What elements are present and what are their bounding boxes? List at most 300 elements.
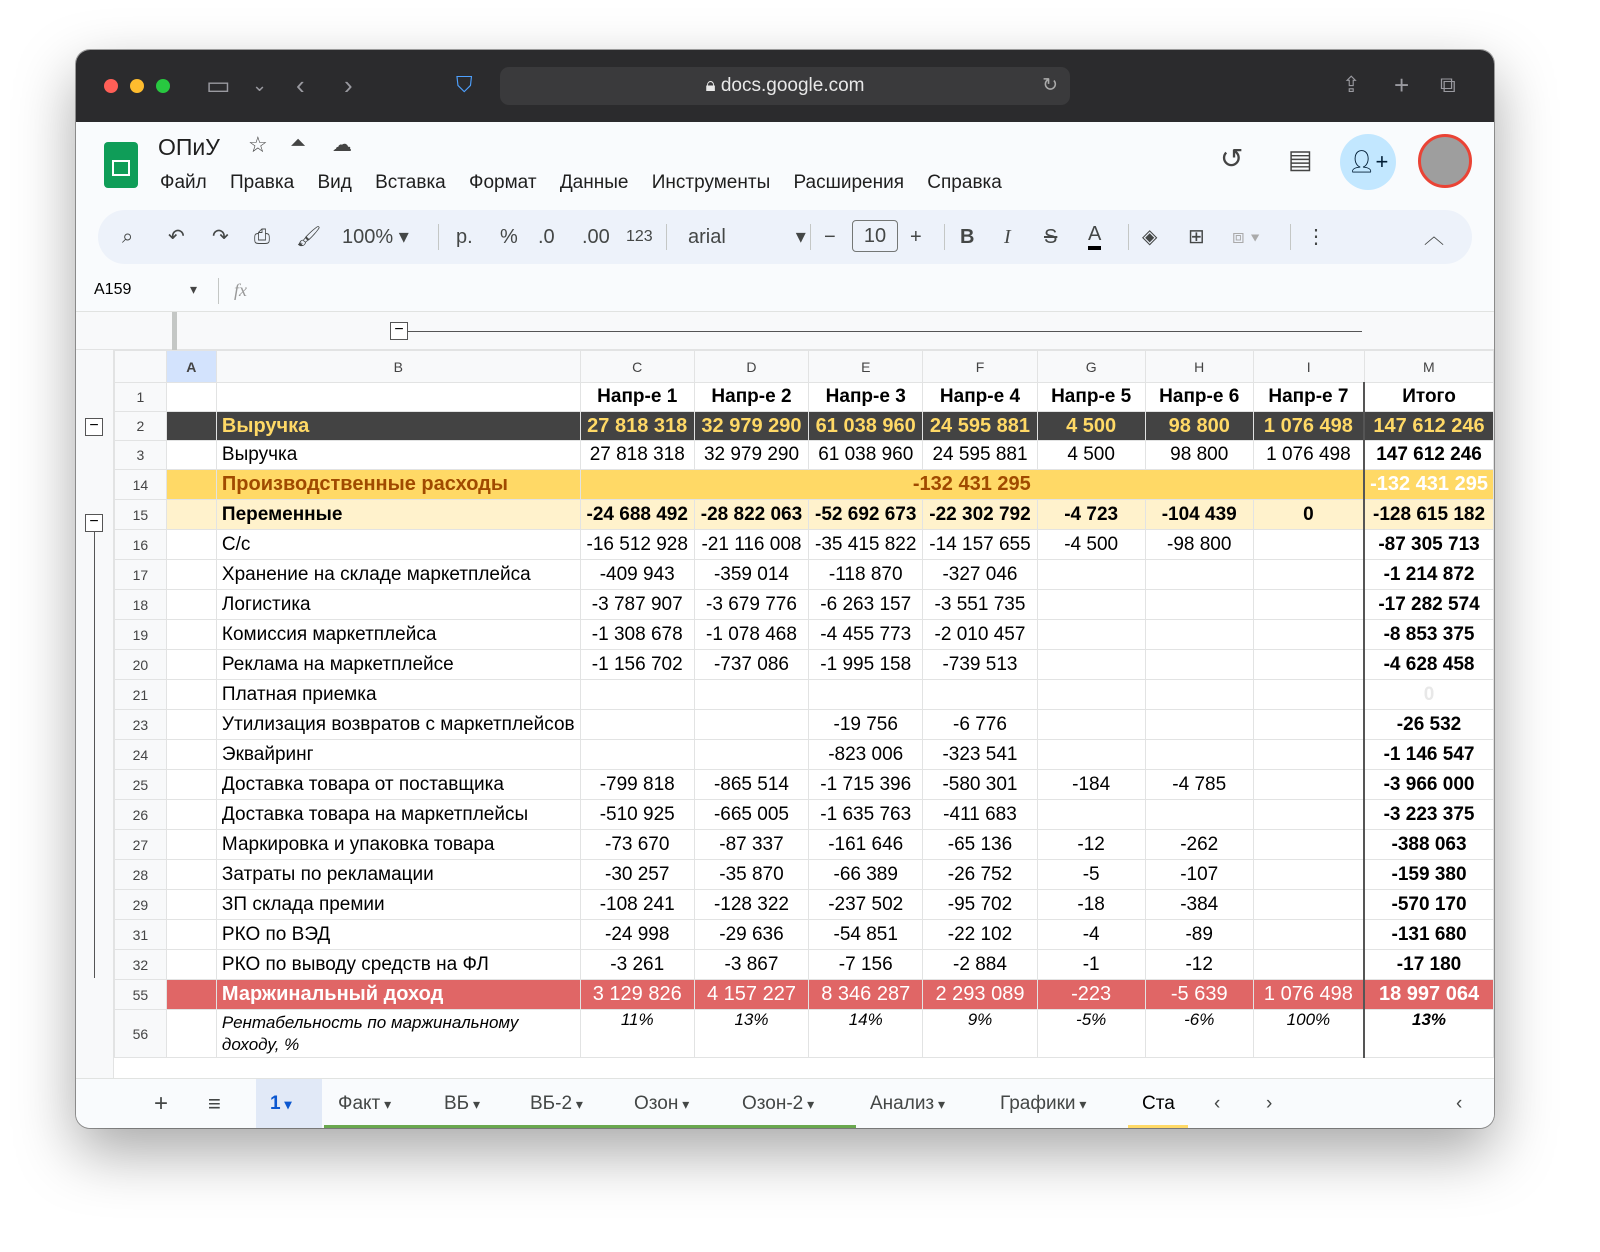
value-cell[interactable] [1145, 680, 1253, 710]
value-cell[interactable]: 4 500 [1037, 441, 1145, 470]
row-label-cell[interactable]: РКО по выводу средств на ФЛ [216, 950, 580, 980]
grid-cell[interactable] [166, 470, 216, 500]
value-cell[interactable]: -1 635 763 [809, 800, 923, 830]
value-cell[interactable]: 32 979 290 [694, 441, 808, 470]
percent-format-button[interactable]: % [500, 226, 518, 248]
value-cell[interactable]: -87 337 [694, 830, 808, 860]
value-cell[interactable] [1253, 770, 1364, 800]
value-cell[interactable]: -737 086 [694, 650, 808, 680]
column-header[interactable]: F [923, 351, 1037, 383]
value-cell[interactable]: -12 [1037, 830, 1145, 860]
avatar[interactable] [1418, 134, 1472, 188]
menu-edit[interactable]: Правка [230, 172, 295, 193]
row-header[interactable]: 55 [115, 980, 167, 1010]
row-label-cell[interactable]: Доставка товара на маркетплейсы [216, 800, 580, 830]
value-cell[interactable]: -18 [1037, 890, 1145, 920]
total-cell[interactable]: 147 612 246 [1364, 441, 1493, 470]
value-cell[interactable]: -107 [1145, 860, 1253, 890]
row-header[interactable]: 23 [115, 710, 167, 740]
grid-cell[interactable] [166, 770, 216, 800]
value-cell[interactable]: 4 500 [1037, 412, 1145, 441]
value-cell[interactable]: 24 595 881 [923, 441, 1037, 470]
row-label-cell[interactable]: Выручка [216, 441, 580, 470]
row-header[interactable]: 1 [115, 383, 167, 412]
sheet-tab[interactable] [620, 1079, 728, 1128]
increase-decimal-button[interactable]: .00 [582, 226, 610, 248]
zoom-select[interactable]: 100% ▾ [342, 226, 409, 248]
value-cell[interactable]: -98 800 [1145, 530, 1253, 560]
value-cell[interactable]: Напр-е 6 [1145, 383, 1253, 412]
row-label-cell[interactable] [216, 383, 580, 412]
corner-cell[interactable] [115, 351, 167, 383]
value-cell[interactable]: Напр-е 4 [923, 383, 1037, 412]
row-label-cell[interactable]: Производственные расходы [216, 470, 580, 500]
value-cell[interactable]: -865 514 [694, 770, 808, 800]
row-header[interactable]: 32 [115, 950, 167, 980]
grid-cell[interactable] [166, 530, 216, 560]
value-cell[interactable]: -19 756 [809, 710, 923, 740]
value-cell[interactable]: -3 261 [580, 950, 694, 980]
value-cell[interactable]: -4 723 [1037, 500, 1145, 530]
value-cell[interactable]: -1 [1037, 950, 1145, 980]
sheet-tab[interactable] [728, 1079, 856, 1128]
name-box[interactable]: A159 [94, 281, 132, 298]
value-cell[interactable]: -161 646 [809, 830, 923, 860]
strikethrough-button[interactable]: S [1044, 226, 1058, 248]
total-cell[interactable]: 18 997 064 [1364, 980, 1493, 1010]
total-cell[interactable]: -4 628 458 [1364, 650, 1493, 680]
menu-extensions[interactable]: Расширения [793, 172, 905, 193]
value-cell[interactable]: 1 076 498 [1253, 980, 1364, 1010]
text-color-button[interactable]: A [1088, 222, 1101, 250]
paint-format-icon[interactable]: 🖌︎ [296, 226, 322, 248]
reload-icon[interactable]: ↻ [1042, 75, 1058, 96]
explore-toggle-icon[interactable]: ‹ [1456, 1093, 1463, 1114]
chevron-down-icon[interactable]: ▾ [469, 1096, 481, 1112]
value-cell[interactable] [1037, 620, 1145, 650]
tabs-overview-icon[interactable]: ⧉ [1440, 72, 1456, 97]
value-cell[interactable]: -6 776 [923, 710, 1037, 740]
value-cell[interactable] [1145, 560, 1253, 590]
scroll-tabs-left-icon[interactable]: ‹ [1214, 1093, 1221, 1114]
value-cell[interactable]: -2 884 [923, 950, 1037, 980]
total-cell[interactable]: -132 431 295 [1364, 470, 1493, 500]
value-cell[interactable] [1037, 560, 1145, 590]
value-cell[interactable]: -16 512 928 [580, 530, 694, 560]
star-icon[interactable]: ☆ [248, 132, 268, 157]
value-cell[interactable]: 11% [580, 1010, 694, 1058]
total-cell[interactable]: -3 966 000 [1364, 770, 1493, 800]
row-header[interactable]: 19 [115, 620, 167, 650]
value-cell[interactable] [1037, 590, 1145, 620]
value-cell[interactable]: -384 [1145, 890, 1253, 920]
value-cell[interactable] [1253, 830, 1364, 860]
row-label-cell[interactable]: Эквайринг [216, 740, 580, 770]
share-icon[interactable]: ⇪ [1342, 72, 1361, 97]
all-sheets-icon[interactable]: ≡ [208, 1091, 221, 1116]
total-cell[interactable]: 0 [1364, 680, 1493, 710]
scroll-tabs-right-icon[interactable]: › [1266, 1093, 1273, 1114]
name-box-dropdown-icon[interactable]: ▾ [190, 281, 198, 297]
value-cell[interactable] [1037, 710, 1145, 740]
more-options-icon[interactable]: ⋮ [1306, 226, 1326, 248]
value-cell[interactable] [1037, 740, 1145, 770]
value-cell[interactable] [1253, 950, 1364, 980]
value-cell[interactable]: -3 679 776 [694, 590, 808, 620]
search-icon[interactable]: ⌕ [122, 226, 134, 248]
value-cell[interactable]: -359 014 [694, 560, 808, 590]
fill-color-icon[interactable]: ◈ [1142, 226, 1158, 248]
menu-help[interactable]: Справка [927, 172, 1002, 193]
row-label-cell[interactable]: Маржинальный доход [216, 980, 580, 1010]
sheet-tab[interactable] [986, 1079, 1118, 1128]
row-header[interactable]: 21 [115, 680, 167, 710]
row-header[interactable]: 20 [115, 650, 167, 680]
value-cell[interactable] [1253, 710, 1364, 740]
column-header[interactable]: G [1037, 351, 1145, 383]
row-header[interactable]: 56 [115, 1010, 167, 1058]
share-button[interactable]: 👤︎+ [1340, 134, 1396, 190]
row-header[interactable]: 16 [115, 530, 167, 560]
total-cell[interactable]: -87 305 713 [1364, 530, 1493, 560]
value-cell[interactable]: -739 513 [923, 650, 1037, 680]
row-header[interactable]: 17 [115, 560, 167, 590]
grid-cell[interactable] [166, 860, 216, 890]
menu-format[interactable]: Формат [469, 172, 537, 193]
value-cell[interactable]: 61 038 960 [809, 441, 923, 470]
value-cell[interactable]: -108 241 [580, 890, 694, 920]
total-cell[interactable]: -128 615 182 [1364, 500, 1493, 530]
value-cell[interactable]: -3 867 [694, 950, 808, 980]
value-cell[interactable]: 2 293 089 [923, 980, 1037, 1010]
value-cell[interactable]: -799 818 [580, 770, 694, 800]
total-cell[interactable]: -8 853 375 [1364, 620, 1493, 650]
chevron-down-icon[interactable]: ▾ [678, 1096, 690, 1112]
column-header[interactable]: H [1145, 351, 1253, 383]
total-cell[interactable]: 147 612 246 [1364, 412, 1493, 441]
row-header[interactable]: 14 [115, 470, 167, 500]
more-formats-button[interactable]: 123 [626, 228, 653, 245]
value-cell[interactable]: -409 943 [580, 560, 694, 590]
value-cell[interactable]: -26 752 [923, 860, 1037, 890]
chevron-down-icon[interactable]: ▾ [934, 1096, 946, 1112]
value-cell[interactable] [694, 680, 808, 710]
chevron-down-icon[interactable]: ⌄ [252, 75, 268, 95]
decrease-decimal-button[interactable]: .0 [538, 226, 555, 248]
grid-cell[interactable] [166, 710, 216, 740]
row-label-cell[interactable]: Маркировка и упаковка товара [216, 830, 580, 860]
grid-cell[interactable] [166, 680, 216, 710]
value-cell[interactable]: -21 116 008 [694, 530, 808, 560]
value-cell[interactable]: -327 046 [923, 560, 1037, 590]
row-header[interactable]: 3 [115, 441, 167, 470]
value-cell[interactable]: -128 322 [694, 890, 808, 920]
value-cell[interactable]: -73 670 [580, 830, 694, 860]
row-label-cell[interactable]: Платная приемка [216, 680, 580, 710]
value-cell[interactable] [694, 710, 808, 740]
value-cell[interactable]: -104 439 [1145, 500, 1253, 530]
total-cell[interactable]: -159 380 [1364, 860, 1493, 890]
value-cell[interactable]: -6% [1145, 1010, 1253, 1058]
value-cell[interactable]: -4 785 [1145, 770, 1253, 800]
total-cell[interactable]: Итого [1364, 383, 1493, 412]
value-cell[interactable]: -5 [1037, 860, 1145, 890]
row-label-cell[interactable]: Затраты по рекламации [216, 860, 580, 890]
address-bar[interactable] [500, 67, 1070, 105]
forward-icon[interactable]: › [344, 70, 353, 100]
value-cell[interactable] [1037, 800, 1145, 830]
value-cell[interactable]: -24 688 492 [580, 500, 694, 530]
value-cell[interactable]: -22 302 792 [923, 500, 1037, 530]
sheet-tab[interactable] [1128, 1079, 1188, 1128]
value-cell[interactable] [1145, 620, 1253, 650]
value-cell[interactable]: -5 639 [1145, 980, 1253, 1010]
sheet-tab[interactable] [324, 1079, 430, 1128]
value-cell[interactable]: 3 129 826 [580, 980, 694, 1010]
add-sheet-button[interactable]: + [154, 1090, 169, 1117]
row-header[interactable]: 25 [115, 770, 167, 800]
value-cell[interactable]: -823 006 [809, 740, 923, 770]
value-cell[interactable]: -2 010 457 [923, 620, 1037, 650]
value-cell[interactable]: 9% [923, 1010, 1037, 1058]
row-label-cell[interactable]: Выручка [216, 412, 580, 441]
column-header[interactable]: D [694, 351, 808, 383]
value-cell[interactable] [1145, 740, 1253, 770]
row-label-cell[interactable]: Рентабельность по маржинальному доходу, % [216, 1010, 580, 1058]
value-cell[interactable]: -28 822 063 [694, 500, 808, 530]
value-cell[interactable]: -3 551 735 [923, 590, 1037, 620]
chevron-down-icon[interactable]: ▾ [803, 1096, 815, 1112]
value-cell[interactable]: -1 995 158 [809, 650, 923, 680]
value-cell[interactable]: -118 870 [809, 560, 923, 590]
value-cell[interactable] [923, 680, 1037, 710]
row-header[interactable]: 31 [115, 920, 167, 950]
value-cell[interactable]: -1 156 702 [580, 650, 694, 680]
value-cell[interactable]: -89 [1145, 920, 1253, 950]
value-cell[interactable]: -14 157 655 [923, 530, 1037, 560]
value-cell[interactable]: 98 800 [1145, 412, 1253, 441]
value-cell[interactable] [1253, 920, 1364, 950]
value-cell[interactable]: 24 595 881 [923, 412, 1037, 441]
grid-cell[interactable] [166, 590, 216, 620]
value-cell[interactable] [1037, 680, 1145, 710]
value-cell[interactable]: -22 102 [923, 920, 1037, 950]
grid-cell[interactable] [166, 830, 216, 860]
cloud-status-icon[interactable]: ☁ [332, 134, 352, 156]
menu-file[interactable]: Файл [160, 172, 207, 193]
value-cell[interactable]: -5% [1037, 1010, 1145, 1058]
value-cell[interactable] [1145, 590, 1253, 620]
total-cell[interactable]: -131 680 [1364, 920, 1493, 950]
grid-cell[interactable] [166, 650, 216, 680]
value-cell[interactable]: -65 136 [923, 830, 1037, 860]
font-size-input[interactable]: 10 [852, 220, 898, 252]
spreadsheet-grid[interactable] [114, 350, 1494, 1058]
grid-cell[interactable] [166, 441, 216, 470]
value-cell[interactable]: 1 076 498 [1253, 441, 1364, 470]
row-label-cell[interactable]: ЗП склада премии [216, 890, 580, 920]
total-cell[interactable]: -1 146 547 [1364, 740, 1493, 770]
row-header[interactable]: 28 [115, 860, 167, 890]
value-cell[interactable]: Напр-е 5 [1037, 383, 1145, 412]
grid-cell[interactable] [166, 1010, 216, 1058]
value-cell[interactable]: -95 702 [923, 890, 1037, 920]
grid-cell[interactable] [166, 620, 216, 650]
value-cell[interactable] [580, 740, 694, 770]
row-header[interactable]: 15 [115, 500, 167, 530]
total-cell[interactable]: -17 282 574 [1364, 590, 1493, 620]
value-cell[interactable]: Напр-е 1 [580, 383, 694, 412]
row-header[interactable]: 26 [115, 800, 167, 830]
redo-icon[interactable]: ↷ [212, 226, 229, 248]
value-cell[interactable] [1253, 740, 1364, 770]
row-header[interactable]: 18 [115, 590, 167, 620]
total-cell[interactable]: -26 532 [1364, 710, 1493, 740]
column-header[interactable]: B [216, 351, 580, 383]
zoom-window-button[interactable] [156, 79, 170, 93]
value-cell[interactable] [694, 740, 808, 770]
grid-cell[interactable] [166, 412, 216, 441]
menu-tools[interactable]: Инструменты [651, 172, 771, 193]
value-cell[interactable]: -262 [1145, 830, 1253, 860]
row-group-collapse-button[interactable]: − [85, 514, 103, 532]
chevron-down-icon[interactable]: ▾ [572, 1096, 583, 1112]
increase-font-size-button[interactable]: + [910, 226, 922, 248]
chevron-down-icon[interactable]: ▾ [1075, 1096, 1087, 1112]
value-cell[interactable]: -12 [1145, 950, 1253, 980]
row-label-cell[interactable]: Переменные [216, 500, 580, 530]
value-cell[interactable]: 4 157 227 [694, 980, 808, 1010]
value-cell[interactable]: -4 [1037, 920, 1145, 950]
total-cell[interactable]: -388 063 [1364, 830, 1493, 860]
value-cell[interactable]: -29 636 [694, 920, 808, 950]
value-cell[interactable]: Напр-е 3 [809, 383, 923, 412]
value-cell[interactable]: -30 257 [580, 860, 694, 890]
menu-data[interactable]: Данные [559, 172, 629, 193]
value-cell[interactable]: -323 541 [923, 740, 1037, 770]
value-cell[interactable]: Напр-е 2 [694, 383, 808, 412]
row-label-cell[interactable]: Утилизация возвратов с маркетплейсов [216, 710, 580, 740]
value-cell[interactable]: -35 415 822 [809, 530, 923, 560]
total-cell[interactable]: -570 170 [1364, 890, 1493, 920]
version-history-icon[interactable]: ↺ [1220, 143, 1244, 174]
value-cell[interactable]: -665 005 [694, 800, 808, 830]
value-cell[interactable] [1253, 650, 1364, 680]
row-header[interactable]: 27 [115, 830, 167, 860]
value-cell[interactable]: -237 502 [809, 890, 923, 920]
borders-icon[interactable]: ⊞ [1188, 226, 1205, 248]
currency-format-button[interactable]: р. [456, 226, 473, 248]
grid-cell[interactable] [166, 980, 216, 1010]
value-cell[interactable]: -6 263 157 [809, 590, 923, 620]
row-label-cell[interactable]: Логистика [216, 590, 580, 620]
row-header[interactable]: 2 [115, 412, 167, 441]
value-cell[interactable] [1253, 590, 1364, 620]
value-cell[interactable]: -411 683 [923, 800, 1037, 830]
close-window-button[interactable] [104, 79, 118, 93]
value-cell[interactable] [1253, 530, 1364, 560]
column-group-collapse-button[interactable]: − [390, 322, 408, 340]
grid-cell[interactable] [166, 800, 216, 830]
value-cell[interactable]: -510 925 [580, 800, 694, 830]
value-cell[interactable]: 13% [694, 1010, 808, 1058]
value-cell[interactable]: -7 156 [809, 950, 923, 980]
italic-button[interactable]: I [1004, 226, 1011, 248]
menu-view[interactable]: Вид [317, 172, 352, 193]
column-header[interactable]: C [580, 351, 694, 383]
undo-icon[interactable]: ↶ [168, 226, 185, 248]
value-cell[interactable]: 1 076 498 [1253, 412, 1364, 441]
grid-cell[interactable] [166, 560, 216, 590]
sidebar-icon[interactable]: ▭ [206, 70, 231, 100]
value-cell[interactable]: -1 308 678 [580, 620, 694, 650]
value-cell[interactable]: 8 346 287 [809, 980, 923, 1010]
total-cell[interactable]: -1 214 872 [1364, 560, 1493, 590]
value-cell[interactable] [1253, 680, 1364, 710]
value-cell[interactable] [1037, 650, 1145, 680]
move-to-drive-icon[interactable]: ⏶ [290, 132, 306, 154]
value-cell[interactable] [580, 680, 694, 710]
row-label-cell[interactable]: РКО по ВЭД [216, 920, 580, 950]
value-cell[interactable] [1145, 650, 1253, 680]
value-cell[interactable] [1145, 710, 1253, 740]
row-header[interactable]: 24 [115, 740, 167, 770]
column-header[interactable]: I [1253, 351, 1364, 383]
value-cell[interactable]: -54 851 [809, 920, 923, 950]
back-icon[interactable]: ‹ [296, 70, 305, 100]
value-cell[interactable]: -35 870 [694, 860, 808, 890]
print-icon[interactable]: ⎙ [254, 226, 270, 248]
shield-icon[interactable]: ⛉ [456, 72, 473, 97]
total-cell[interactable]: -17 180 [1364, 950, 1493, 980]
row-label-cell[interactable]: Хранение на складе маркетплейса [216, 560, 580, 590]
row-group-collapse-button[interactable]: − [85, 418, 103, 436]
value-cell[interactable]: 27 818 318 [580, 441, 694, 470]
collapse-toolbar-icon[interactable]: ︿ [1424, 226, 1444, 248]
value-cell[interactable] [1253, 860, 1364, 890]
value-cell[interactable]: Напр-е 7 [1253, 383, 1364, 412]
total-cell[interactable]: -3 223 375 [1364, 800, 1493, 830]
grid-cell[interactable] [166, 740, 216, 770]
value-cell[interactable]: 32 979 290 [694, 412, 808, 441]
value-cell[interactable]: 27 818 318 [580, 412, 694, 441]
column-header[interactable]: A [166, 351, 216, 383]
value-cell[interactable] [1145, 800, 1253, 830]
total-cell[interactable]: 13% [1364, 1010, 1493, 1058]
value-cell[interactable]: 100% [1253, 1010, 1364, 1058]
value-cell[interactable]: -223 [1037, 980, 1145, 1010]
grid-cell[interactable] [166, 920, 216, 950]
value-cell[interactable]: 14% [809, 1010, 923, 1058]
document-title[interactable]: ОПиУ [158, 134, 220, 160]
value-cell[interactable] [1253, 620, 1364, 650]
value-cell[interactable] [1253, 800, 1364, 830]
font-select[interactable]: arial ▾ [688, 226, 806, 248]
sheets-logo-icon[interactable] [104, 142, 138, 188]
value-cell[interactable]: -4 455 773 [809, 620, 923, 650]
sheet-tab[interactable] [430, 1079, 516, 1128]
bold-button[interactable]: B [960, 226, 975, 248]
value-cell[interactable]: -1 715 396 [809, 770, 923, 800]
row-label-cell[interactable]: Доставка товара от поставщика [216, 770, 580, 800]
menu-insert[interactable]: Вставка [375, 172, 446, 193]
value-cell[interactable]: 0 [1253, 500, 1364, 530]
value-cell[interactable]: 98 800 [1145, 441, 1253, 470]
decrease-font-size-button[interactable]: − [824, 226, 836, 248]
column-header[interactable]: M [1364, 351, 1493, 383]
merge-cells-icon[interactable]: ⧈ ▾ [1232, 226, 1261, 248]
value-cell[interactable]: -580 301 [923, 770, 1037, 800]
